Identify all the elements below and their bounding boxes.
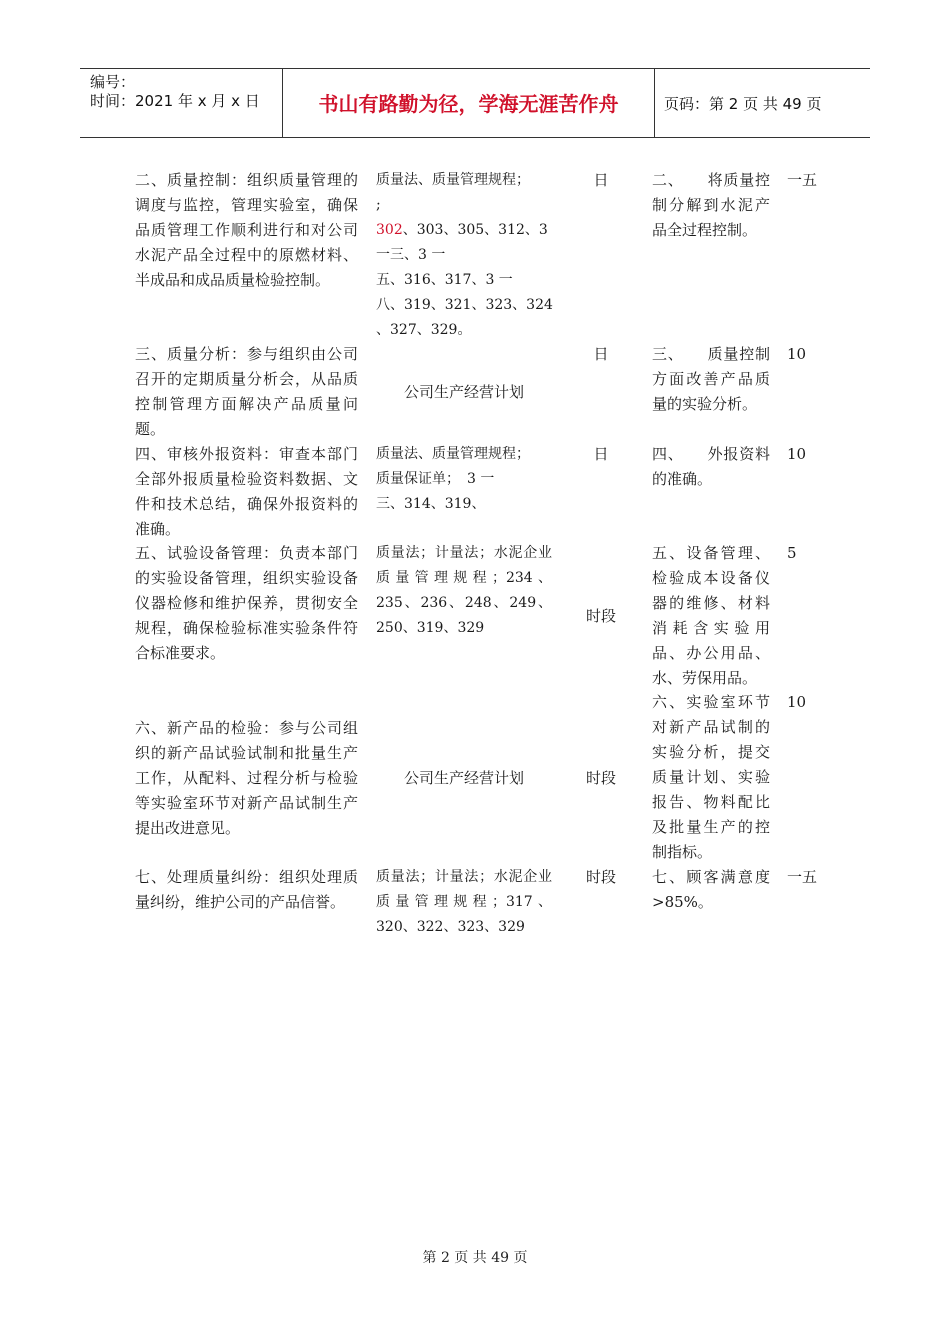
score-cell: 10 [787,693,807,711]
period-cell: 日 [593,445,609,463]
indicator-cell: 四、 外报资料的准确。 [652,445,770,488]
period-cell: 时段 [585,607,616,625]
task-cell: 四、审核外报资料：审查本部门全部外报质量检验资料数据、文件和技术总结，确保外报资料的准确。 [135,445,358,538]
indicator-cell: 五、设备管理、检验成本设备仪器的维修、材料消耗含实验用品、办公用品、水、劳保用品。 [652,544,770,687]
basis-cell: 公司生产经营计划 [403,769,524,787]
basis-line: 、327、329。 [376,322,472,338]
period-cell: 时段 [585,769,616,787]
header-motto: 书山有路勤为径，学海无涯苦作舟 [318,92,619,116]
page-footer: 第 2 页 共 49 页 [422,1250,528,1266]
score-cell: 一五 [787,171,818,189]
basis-line: 质量法、质量管理规程； [376,446,530,462]
basis-cell: 质量法；计量法；水泥企业质量管理规程；317、320、322、323、329 [376,869,552,935]
header-divider [654,69,655,137]
period-cell: 日 [593,171,609,189]
basis-cell: 质量法；计量法；水泥企业质量管理规程；234、235、236、248、249、250、319、329 [376,545,552,636]
indicator-cell: 六、实验室环节对新产品试制的实验分析，提交质量计划、实验报告、物料配比及批量生产的控制指标。 [652,693,770,861]
task-cell: 七、处理质量纠纷：组织处理质量纠纷，维护公司的产品信誉。 [135,868,358,911]
task-cell: 五、试验设备管理：负责本部门的实验设备管理，组织实验设备仪器检修和维护保养，贯彻安全规程，确保检验标准实验条件符合标准要求。 [135,544,358,662]
score-cell: 一五 [787,868,818,886]
score-cell: 10 [787,345,807,363]
score-cell: 10 [787,445,807,463]
period-cell: 日 [593,345,609,363]
basis-line [376,218,552,243]
basis-cell [376,168,552,343]
basis-line: ; [376,197,381,213]
basis-cell [376,442,552,517]
highlighted-number: 302 [376,222,403,238]
basis-line: 五、316、317、3 一 [376,272,513,288]
header-meta [90,73,260,111]
number-label: 编号： [90,73,136,91]
basis-line: 质量法、质量管理规程； [376,172,530,188]
score-cell: 5 [787,544,797,562]
task-cell: 六、新产品的检验：参与公司组织的新产品试验试制和批量生产工作，从配料、过程分析与检验等实验室环节对新产品试制生产提出改进意见。 [135,719,358,837]
basis-line: 质量保证单； 3 一 [376,471,495,487]
basis-line: 三、314、319、 [376,496,486,512]
basis-line: 一三、3 一 [376,247,446,263]
period-cell: 时段 [585,868,616,886]
document-header [80,68,870,138]
task-cell: 三、质量分析：参与组织由公司召开的定期质量分析会，从品质控制管理方面解决产品质量问题。 [135,345,358,438]
basis-line-rest: 、303、305、312、3 [402,222,548,238]
header-page-number: 页码：第 2 页 共 49 页 [664,95,822,113]
date-label: 时间：2021 年 x 月 x 日 [90,92,260,110]
indicator-cell: 七、顾客满意度>85%。 [652,868,770,911]
basis-line: 八、319、321、323、324 [376,297,553,313]
indicator-cell: 三、 质量控制方面改善产品质量的实验分析。 [652,345,770,413]
indicator-cell: 二、 将质量控制分解到水泥产品全过程控制。 [652,171,770,239]
basis-cell: 公司生产经营计划 [403,383,524,401]
task-cell: 二、质量控制：组织质量管理的调度与监控，管理实验室，确保品质管理工作顺利进行和对公司水泥产品全过程中的原燃材料、半成品和成品质量检验控制。 [135,171,358,289]
